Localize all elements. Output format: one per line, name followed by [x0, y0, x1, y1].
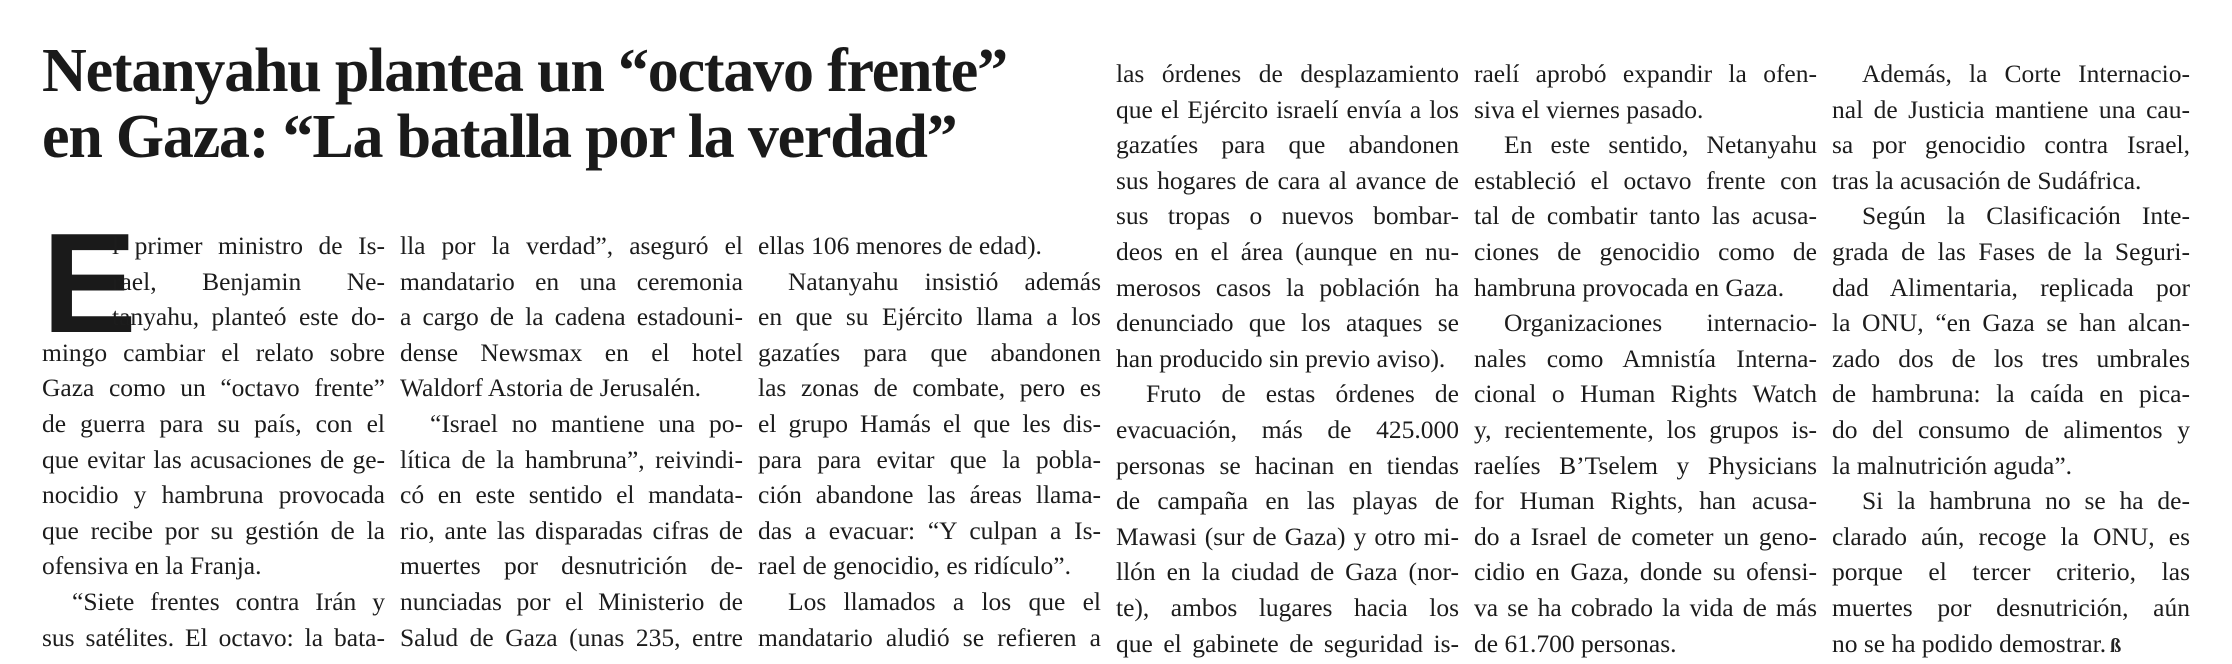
text-line: En este sentido, Netanyahu	[1474, 127, 1817, 163]
text-line: de hambruna: la caída en pica-	[1832, 376, 2190, 412]
text-line: tras la acusación de Sudáfrica.	[1832, 163, 2190, 199]
text-line: de 61.700 personas.	[1474, 626, 1817, 662]
text-line: Mawasi (sur de Gaza) y otro mi-	[1116, 519, 1459, 555]
text-line: la malnutrición aguda”.	[1832, 448, 2190, 484]
text-line: mandatario aludió se refieren a	[758, 620, 1101, 656]
text-line: estableció el octavo frente con	[1474, 163, 1817, 199]
column-4	[1116, 56, 1459, 661]
text-line: Fruto de estas órdenes de	[1116, 376, 1459, 412]
text-line: grada de las Fases de la Seguri-	[1832, 234, 2190, 270]
final-sentence: no se ha podido demostrar.	[1832, 629, 2106, 658]
text-line: muertes por desnutrición de-	[400, 548, 743, 584]
text-line: el grupo Hamás el que les dis-	[758, 406, 1101, 442]
text-line: han producido sin previo aviso).	[1116, 341, 1459, 377]
text-line: cional o Human Rights Watch	[1474, 376, 1817, 412]
text-line: en que su Ejército llama a los	[758, 299, 1101, 335]
text-line: sus satélites. El octavo: la bata-	[42, 620, 385, 656]
text-line: l primer ministro de Is-	[42, 228, 385, 264]
text-line: ellas 106 menores de edad).	[758, 228, 1101, 264]
text-line: de campaña en las playas de	[1116, 483, 1459, 519]
text-line: có en este sentido el mandata-	[400, 477, 743, 513]
text-line-final	[1832, 626, 2190, 664]
text-line: tal de combatir tanto las acusa-	[1474, 198, 1817, 234]
text-line: te), ambos lugares hacia los	[1116, 590, 1459, 626]
text-line: “Siete frentes contra Irán y	[42, 584, 385, 620]
text-line: gazatíes para que abandonen	[1116, 127, 1459, 163]
text-line: a cargo de la cadena estadouni-	[400, 299, 743, 335]
text-line: va se ha cobrado la vida de más	[1474, 590, 1817, 626]
column-5	[1474, 56, 1817, 661]
text-line: raelí aprobó expandir la ofen-	[1474, 56, 1817, 92]
column-1	[42, 228, 385, 655]
text-line: porque el tercer criterio, las	[1832, 554, 2190, 590]
text-line: las órdenes de desplazamiento	[1116, 56, 1459, 92]
headline	[42, 38, 1102, 170]
text-line: que evitar las acusaciones de ge-	[42, 442, 385, 478]
text-line: hambruna provocada en Gaza.	[1474, 270, 1817, 306]
text-line: Organizaciones internacio-	[1474, 305, 1817, 341]
text-line: mandatario en una ceremonia	[400, 264, 743, 300]
text-line: nal de Justicia mantiene una cau-	[1832, 92, 2190, 128]
text-line: gazatíes para que abandonen	[758, 335, 1101, 371]
text-line: sus tropas o nuevos bombar-	[1116, 198, 1459, 234]
text-line: de guerra para su país, con el	[42, 406, 385, 442]
text-line: muertes por desnutrición, aún	[1832, 590, 2190, 626]
text-line: que el gabinete de seguridad is-	[1116, 626, 1459, 662]
text-line: do a Israel de cometer un geno-	[1474, 519, 1817, 555]
text-line: for Human Rights, han acusa-	[1474, 483, 1817, 519]
text-line: lla por la verdad”, aseguró el	[400, 228, 743, 264]
text-line: do del consumo de alimentos y	[1832, 412, 2190, 448]
text-line: para para evitar que la pobla-	[758, 442, 1101, 478]
drop-cap: E	[42, 224, 104, 344]
text-line: zado dos de los tres umbrales	[1832, 341, 2190, 377]
headline-line-2: en Gaza: “La batalla por la verdad”	[42, 104, 1102, 170]
text-line: Según la Clasificación Inte-	[1832, 198, 2190, 234]
text-line: y, recientemente, los grupos is-	[1474, 412, 1817, 448]
text-line: dad Alimentaria, replicada por	[1832, 270, 2190, 306]
column-2	[400, 228, 743, 655]
text-line: que el Ejército israelí envía a los	[1116, 92, 1459, 128]
text-line: evacuación, más de 425.000	[1116, 412, 1459, 448]
text-line: siva el viernes pasado.	[1474, 92, 1817, 128]
text-line: sus hogares de cara al avance de	[1116, 163, 1459, 199]
text-line: mingo cambiar el relato sobre	[42, 335, 385, 371]
text-line: Natanyahu insistió además	[758, 264, 1101, 300]
text-line: ciones de genocidio como de	[1474, 234, 1817, 270]
text-line: rael de genocidio, es ridículo”.	[758, 548, 1101, 584]
end-of-article-mark: ß	[2110, 629, 2121, 664]
text-line: ción abandone las áreas llama-	[758, 477, 1101, 513]
text-line: Waldorf Astoria de Jerusalén.	[400, 370, 743, 406]
text-line: lítica de la hambruna”, reivindi-	[400, 442, 743, 478]
text-line: ofensiva en la Franja.	[42, 548, 385, 584]
text-line: la ONU, “en Gaza se han alcan-	[1832, 305, 2190, 341]
text-line: sa por genocidio contra Israel,	[1832, 127, 2190, 163]
text-line: llón en la ciudad de Gaza (nor-	[1116, 554, 1459, 590]
text-line: Los llamados a los que el	[758, 584, 1101, 620]
text-line: merosos casos la población ha	[1116, 270, 1459, 306]
text-line: rio, ante las disparadas cifras de	[400, 513, 743, 549]
column-6	[1832, 56, 2190, 664]
text-line: que recibe por su gestión de la	[42, 513, 385, 549]
text-line: cidio en Gaza, donde su ofensi-	[1474, 554, 1817, 590]
text-line: nunciadas por el Ministerio de	[400, 584, 743, 620]
text-line: Si la hambruna no se ha de-	[1832, 483, 2190, 519]
text-line: nales como Amnistía Interna-	[1474, 341, 1817, 377]
headline-line-1: Netanyahu plantea un “octavo frente”	[42, 38, 1102, 104]
text-line: Además, la Corte Internacio-	[1832, 56, 2190, 92]
text-line: raelíes B’Tselem y Physicians	[1474, 448, 1817, 484]
text-line: las zonas de combate, pero es	[758, 370, 1101, 406]
text-line: personas se hacinan en tiendas	[1116, 448, 1459, 484]
text-line: nocidio y hambruna provocada	[42, 477, 385, 513]
text-line: clarado aún, recoge la ONU, es	[1832, 519, 2190, 555]
text-line: Salud de Gaza (unas 235, entre	[400, 620, 743, 656]
text-line: denunciado que los ataques se	[1116, 305, 1459, 341]
text-line: das a evacuar: “Y culpan a Is-	[758, 513, 1101, 549]
text-line: deos en el área (aunque en nu-	[1116, 234, 1459, 270]
text-line: tanyahu, planteó este do-	[42, 299, 385, 335]
column-3	[758, 228, 1101, 655]
text-line: Gaza como un “octavo frente”	[42, 370, 385, 406]
text-line: rael, Benjamin Ne-	[42, 264, 385, 300]
text-line: “Israel no mantiene una po-	[400, 406, 743, 442]
text-line: dense Newsmax en el hotel	[400, 335, 743, 371]
